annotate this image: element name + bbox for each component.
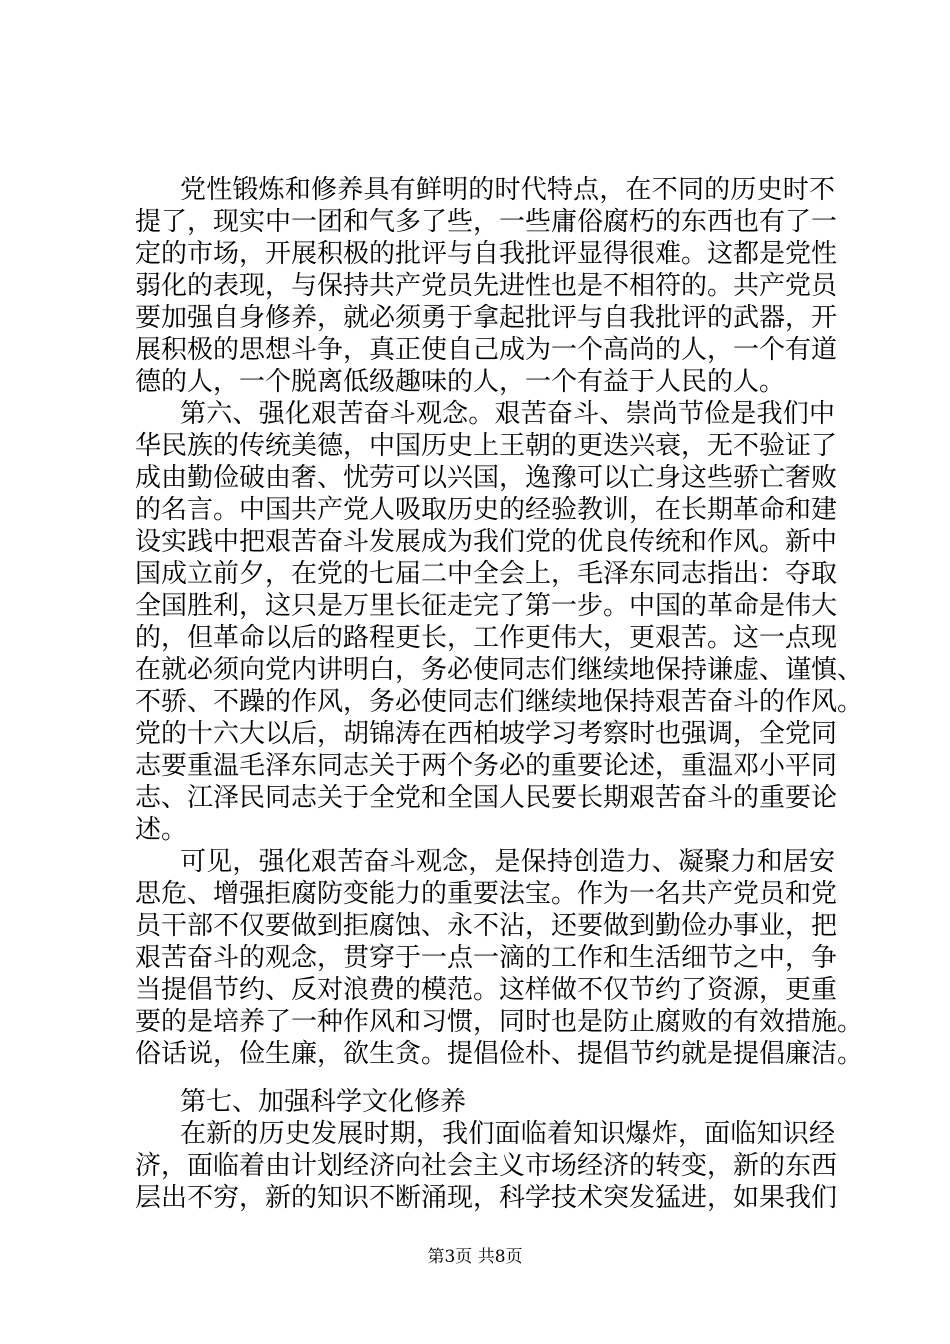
paragraph-line: 志要重温毛泽东同志关于两个务必的重要论述，重温邓小平同 — [135, 751, 838, 781]
paragraph-line: 层出不穷，新的知识不断涌现，科学技术突发猛进，如果我们 — [135, 1183, 838, 1213]
paragraph-line: 艰苦奋斗的观念，贯穿于一点一滴的工作和生活细节之中，争 — [135, 943, 838, 973]
paragraph-line: 弱化的表现，与保持共产党员先进性也是不相符的。共产党员 — [135, 271, 838, 301]
paragraph-line: 全国胜利，这只是万里长征走完了第一步。中国的革命是伟大 — [135, 591, 838, 621]
paragraph-line: 在就必须向党内讲明白，务必使同志们继续地保持谦虚、谨慎、 — [135, 655, 864, 685]
paragraph-line: 第六、强化艰苦奋斗观念。艰苦奋斗、崇尚节俭是我们中 — [180, 399, 835, 429]
paragraph-line: 党性锻炼和修养具有鲜明的时代特点，在不同的历史时不 — [180, 175, 835, 205]
paragraph-line: 德的人，一个脱离低级趣味的人，一个有益于人民的人。 — [135, 367, 786, 397]
section-heading: 第七、加强科学文化修养 — [180, 1087, 467, 1117]
paragraph-line: 展积极的思想斗争，真正使自己成为一个高尚的人，一个有道 — [135, 335, 838, 365]
paragraph-line: 员干部不仅要做到拒腐蚀、永不沾，还要做到勤俭办事业，把 — [135, 911, 838, 941]
paragraph-line: 述。 — [135, 815, 188, 845]
paragraph-line: 成由勤俭破由奢、忧劳可以兴国，逸豫可以亡身这些骄亡奢败 — [135, 463, 838, 493]
paragraph-line: 要加强自身修养，就必须勇于拿起批评与自我批评的武器，开 — [135, 303, 838, 333]
paragraph-line: 华民族的传统美德，中国历史上王朝的更迭兴衰，无不验证了 — [135, 431, 838, 461]
paragraph-line: 可见，强化艰苦奋斗观念，是保持创造力、凝聚力和居安 — [180, 847, 835, 877]
paragraph-line: 俗话说，俭生廉，欲生贪。提倡俭朴、提倡节约就是提倡廉洁。 — [135, 1039, 864, 1069]
paragraph-line: 的名言。中国共产党人吸取历史的经验教训，在长期革命和建 — [135, 495, 838, 525]
paragraph-line: 提了，现实中一团和气多了些，一些庸俗腐朽的东西也有了一 — [135, 207, 838, 237]
paragraph-line: 设实践中把艰苦奋斗发展成为我们党的优良传统和作风。新中 — [135, 527, 838, 557]
page-number-footer: 第3页 共8页 — [427, 1247, 523, 1267]
paragraph-line: 定的市场，开展积极的批评与自我批评显得很难。这都是党性 — [135, 239, 838, 269]
paragraph-line: 思危、增强拒腐防变能力的重要法宝。作为一名共产党员和党 — [135, 879, 838, 909]
paragraph-line: 济，面临着由计划经济向社会主义市场经济的转变，新的东西 — [135, 1151, 838, 1181]
paragraph-line: 当提倡节约、反对浪费的模范。这样做不仅节约了资源，更重 — [135, 975, 838, 1005]
paragraph-line: 的，但革命以后的路程更长，工作更伟大，更艰苦。这一点现 — [135, 623, 838, 653]
paragraph-line: 在新的历史发展时期，我们面临着知识爆炸，面临知识经 — [180, 1119, 835, 1149]
paragraph-line: 党的十六大以后，胡锦涛在西柏坡学习考察时也强调，全党同 — [135, 719, 838, 749]
paragraph-line: 不骄、不躁的作风，务必使同志们继续地保持艰苦奋斗的作风。 — [135, 687, 864, 717]
paragraph-line: 国成立前夕，在党的七届二中全会上，毛泽东同志指出：夺取 — [135, 559, 838, 589]
paragraph-line: 要的是培养了一种作风和习惯，同时也是防止腐败的有效措施。 — [135, 1007, 864, 1037]
paragraph-line: 志、江泽民同志关于全党和全国人民要长期艰苦奋斗的重要论 — [135, 783, 838, 813]
